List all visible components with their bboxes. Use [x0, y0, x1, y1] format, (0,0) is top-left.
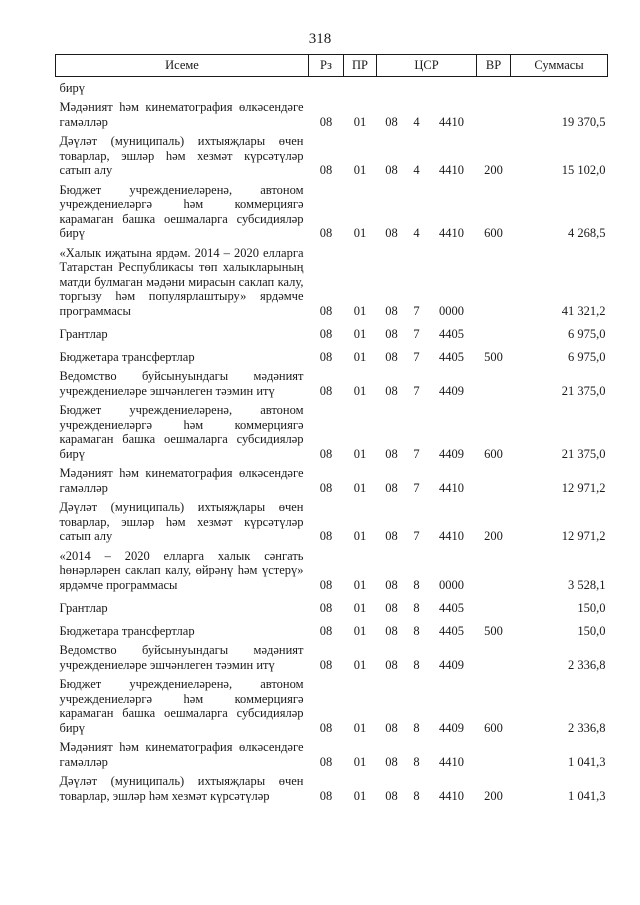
table-row [56, 769, 608, 803]
table-row [56, 672, 608, 735]
row-csr-section: 08 [385, 529, 398, 543]
row-sum: 6 975,0 [568, 349, 606, 364]
row-name: Дәүләт (муниципаль) ихтыяҗлары өчен товарлар, эшләр һәм хезмәт күрсәтүләр [59, 774, 304, 803]
row-name: Мәдәният һәм кинематография өлкәсендәге гамәлләр [59, 466, 304, 495]
row-rz: 08 [319, 720, 333, 735]
row-vr [477, 318, 511, 341]
row-csr-program: 8 [413, 754, 420, 769]
row-csr-item: 4405 [439, 600, 464, 615]
row-vr [477, 638, 511, 672]
row-sum: 15 102,0 [561, 163, 606, 177]
row-pr: 01 [353, 480, 367, 495]
row-sum: 1 041,3 [568, 788, 606, 803]
row-csr-item: 0000 [439, 303, 464, 318]
row-csr-section: 08 [385, 600, 398, 615]
table-body [56, 77, 608, 804]
row-pr: 01 [353, 788, 367, 803]
row-vr: 500 [484, 349, 503, 364]
row-sum: 3 528,1 [568, 577, 606, 592]
row-csr-item: 4410 [439, 529, 464, 543]
table-row [56, 592, 608, 615]
row-vr [477, 241, 511, 319]
row-csr-section: 08 [385, 383, 398, 398]
row-csr-program: 4 [413, 114, 420, 129]
row-csr-section: 08 [385, 788, 398, 803]
header-sum: Суммасы [511, 55, 608, 77]
row-csr-program: 7 [413, 326, 420, 341]
row-pr: 01 [353, 657, 367, 672]
row-csr-section: 08 [385, 754, 398, 769]
row-csr-program: 8 [413, 623, 420, 638]
row-pr: 01 [353, 623, 367, 638]
table-row [56, 615, 608, 638]
row-sum: 21 375,0 [561, 446, 606, 461]
page-number: 318 [308, 31, 332, 47]
table-row [56, 318, 608, 341]
row-rz: 08 [319, 163, 333, 177]
row-pr [344, 77, 377, 96]
row-rz: 08 [319, 383, 333, 398]
row-csr-item: 4410 [439, 754, 464, 769]
row-csr-item: 4410 [439, 788, 464, 803]
row-rz: 08 [319, 577, 333, 592]
row-rz: 08 [319, 623, 333, 638]
header-rz: Рз [309, 55, 344, 77]
table-row [56, 341, 608, 364]
row-name: Дәүләт (муниципаль) ихтыяҗлары өчен товарлар, эшләр һәм хезмәт күрсәтүләр сатып алу [59, 134, 304, 177]
row-pr: 01 [353, 446, 367, 461]
table-row [56, 364, 608, 398]
row-csr-program: 7 [413, 349, 420, 364]
row-pr: 01 [353, 163, 367, 177]
row-csr-section: 08 [385, 480, 398, 495]
row-rz: 08 [319, 480, 333, 495]
row-name: Бюджет учреждениеләренә, автоном учреждениеләргә һәм коммерциягә карамаган башка оешмаларга субсидияләр бирү [59, 677, 304, 735]
row-csr-item: 4409 [439, 446, 464, 461]
row-sum: 12 971,2 [561, 480, 606, 495]
row-vr [477, 592, 511, 615]
row-pr: 01 [353, 383, 367, 398]
row-csr-program: 8 [413, 720, 420, 735]
row-pr: 01 [353, 114, 367, 129]
row-csr-program: 4 [413, 163, 420, 177]
row-csr-section: 08 [385, 326, 398, 341]
row-vr: 200 [484, 529, 503, 543]
row-csr-section: 08 [385, 349, 398, 364]
row-rz: 08 [319, 788, 333, 803]
row-pr: 01 [353, 600, 367, 615]
row-rz: 08 [319, 326, 333, 341]
row-sum: 12 971,2 [561, 529, 606, 543]
row-csr-program [407, 77, 427, 96]
table-row [56, 77, 608, 96]
row-csr-section: 08 [385, 657, 398, 672]
row-vr: 600 [484, 446, 503, 461]
row-csr-program: 7 [413, 529, 420, 543]
header-csr: ЦСР [377, 55, 477, 77]
row-rz: 08 [319, 754, 333, 769]
row-vr: 500 [484, 623, 503, 638]
row-sum: 150,0 [577, 600, 606, 615]
row-rz: 08 [319, 529, 333, 543]
row-name: Мәдәният һәм кинематография өлкәсендәге гамәлләр [59, 740, 304, 769]
row-pr: 01 [353, 529, 367, 543]
row-sum: 19 370,5 [561, 114, 606, 129]
row-csr-item: 4405 [439, 326, 464, 341]
row-sum [511, 77, 608, 96]
row-pr: 01 [353, 754, 367, 769]
row-rz: 08 [319, 226, 333, 240]
row-name: «2014 – 2020 елларга халык сәнгать һөнәрләрен саклап калу, өйрәнү һәм үстерү» ярдәмче программасы [59, 548, 304, 592]
header-pr: ПР [344, 55, 377, 77]
row-csr-item: 4409 [439, 720, 464, 735]
table-row [56, 398, 608, 461]
row-csr-program: 8 [413, 788, 420, 803]
header-name: Исеме [56, 55, 309, 77]
row-name: бирү [59, 80, 86, 95]
row-pr: 01 [353, 226, 367, 240]
row-csr-section [377, 77, 407, 96]
row-csr-item: 4410 [439, 226, 464, 240]
row-csr-section: 08 [385, 446, 398, 461]
row-name: Бюджетара трансфертлар [59, 623, 195, 638]
row-vr [477, 461, 511, 495]
row-csr-item: 4409 [439, 657, 464, 672]
row-rz: 08 [319, 600, 333, 615]
row-name: Бюджет учреждениеләренә, автоном учреждениеләргә һәм коммерциягә карамаган башка оешмаларга субсидияләр бирү [59, 182, 304, 240]
row-csr-item: 4405 [439, 623, 464, 638]
table-row [56, 495, 608, 544]
row-name: Дәүләт (муниципаль) ихтыяҗлары өчен товарлар, эшләр һәм хезмәт күрсәтүләр сатып алу [59, 500, 304, 543]
row-sum: 2 336,8 [568, 657, 606, 672]
row-csr-program: 7 [413, 303, 420, 318]
row-pr: 01 [353, 720, 367, 735]
row-csr-section: 08 [385, 163, 398, 177]
row-csr-item: 4405 [439, 349, 464, 364]
row-sum: 4 268,5 [568, 226, 606, 240]
row-csr-section: 08 [385, 114, 398, 129]
row-pr: 01 [353, 326, 367, 341]
table-row [56, 95, 608, 129]
row-name: Ведомство буйсынуындагы мәдәният учреждениеләре эшчәнлеген тәэмин итү [59, 369, 304, 398]
row-vr: 600 [484, 720, 503, 735]
row-sum: 1 041,3 [568, 754, 606, 769]
row-csr-program: 8 [413, 600, 420, 615]
row-vr [477, 735, 511, 769]
row-vr [477, 77, 511, 96]
table-row [56, 461, 608, 495]
row-rz [309, 77, 344, 96]
table-row [56, 735, 608, 769]
row-rz: 08 [319, 446, 333, 461]
row-name: Грантлар [59, 600, 108, 615]
row-csr-item: 4410 [439, 114, 464, 129]
table-row [56, 241, 608, 319]
row-csr-item: 4410 [439, 163, 464, 177]
row-name: Грантлар [59, 326, 108, 341]
table-row [56, 638, 608, 672]
row-csr-item: 4409 [439, 383, 464, 398]
row-rz: 08 [319, 349, 333, 364]
table-header [56, 55, 608, 77]
row-csr-item: 0000 [439, 577, 464, 592]
row-pr: 01 [353, 303, 367, 318]
row-sum: 150,0 [577, 623, 606, 638]
row-vr: 600 [484, 226, 503, 240]
table-row [56, 129, 608, 178]
row-sum: 41 321,2 [561, 303, 606, 318]
row-csr-section: 08 [385, 720, 398, 735]
row-name: Мәдәният һәм кинематография өлкәсендәге гамәлләр [59, 100, 304, 129]
row-rz: 08 [319, 657, 333, 672]
row-vr [477, 364, 511, 398]
row-csr-section: 08 [385, 623, 398, 638]
row-csr-program: 4 [413, 226, 420, 240]
row-csr-item [427, 77, 477, 96]
row-sum: 2 336,8 [568, 720, 606, 735]
row-vr: 200 [484, 788, 503, 803]
table-row [56, 178, 608, 241]
row-csr-section: 08 [385, 303, 398, 318]
row-pr: 01 [353, 349, 367, 364]
row-csr-program: 8 [413, 657, 420, 672]
budget-table [55, 54, 608, 803]
row-csr-program: 8 [413, 577, 420, 592]
row-rz: 08 [319, 303, 333, 318]
row-rz: 08 [319, 114, 333, 129]
row-csr-item: 4410 [439, 480, 464, 495]
row-name: «Халык иҗатына ярдәм. 2014 – 2020 елларга Татарстан Республикасы төп халыкларының матди булмаган мәдәни мирасын саклап калу, торгызу һәм популярлаштыру» ярдәмче программасы [59, 245, 304, 318]
row-pr: 01 [353, 577, 367, 592]
row-sum: 6 975,0 [568, 326, 606, 341]
row-sum: 21 375,0 [561, 383, 606, 398]
row-name: Бюджетара трансфертлар [59, 349, 195, 364]
row-vr: 200 [484, 163, 503, 177]
header-vr: ВР [477, 55, 511, 77]
table-row [56, 544, 608, 593]
row-csr-section: 08 [385, 577, 398, 592]
row-csr-program: 7 [413, 383, 420, 398]
row-name: Бюджет учреждениеләренә, автоном учреждениеләргә һәм коммерциягә карамаган башка оешмаларга субсидияләр бирү [59, 403, 304, 461]
row-csr-program: 7 [413, 480, 420, 495]
row-name: Ведомство буйсынуындагы мәдәният учреждениеләре эшчәнлеген тәэмин итү [59, 643, 304, 672]
row-csr-section: 08 [385, 226, 398, 240]
row-vr [477, 95, 511, 129]
row-csr-program: 7 [413, 446, 420, 461]
row-vr [477, 544, 511, 593]
